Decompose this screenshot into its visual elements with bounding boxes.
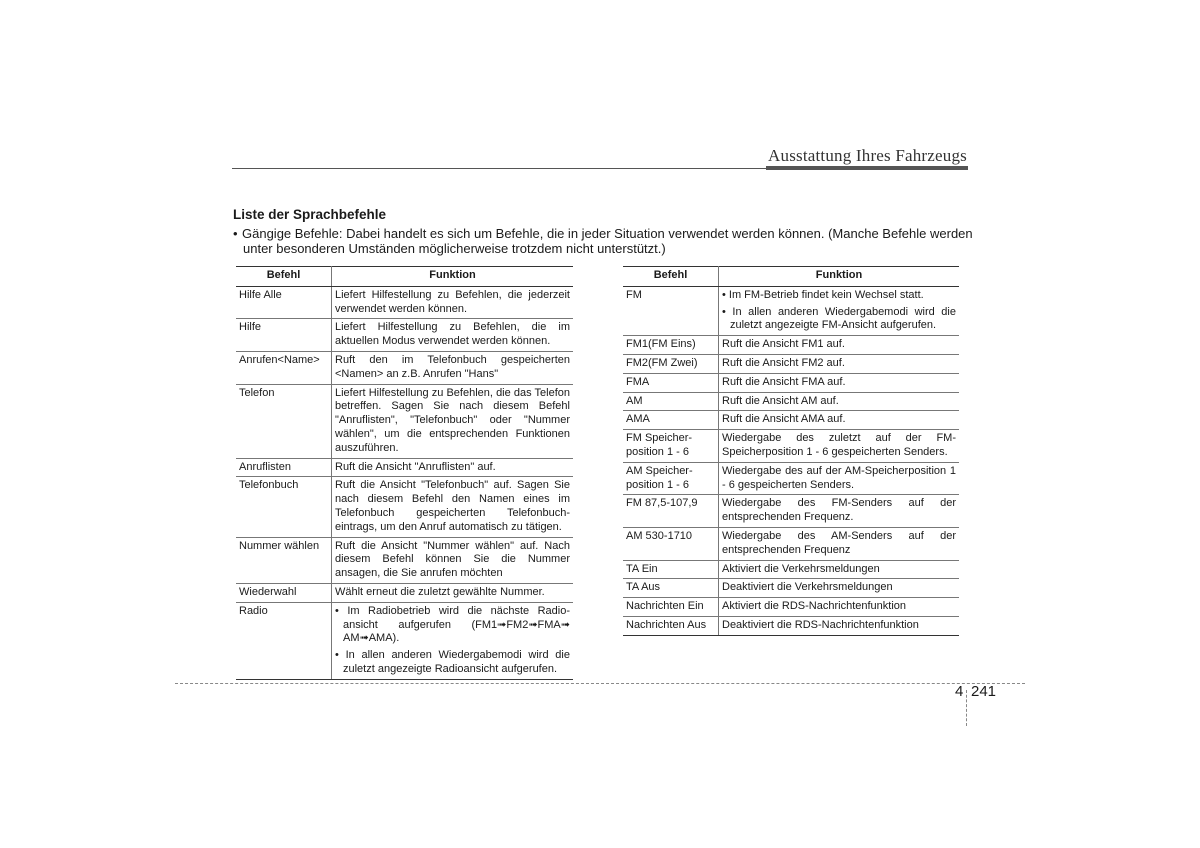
command-cell: TA Ein	[623, 560, 719, 579]
function-cell	[332, 286, 574, 319]
command-cell: AM Speicher-position 1 - 6	[623, 462, 719, 495]
function-text: Wählt erneut die zuletzt gewählte Nummer.	[335, 585, 545, 598]
function-text: Ruft die Ansicht FMA auf.	[722, 375, 846, 388]
function-cell	[719, 579, 960, 598]
function-text: • In allen anderen Wiedergabemodi wird die zuletzt angezeigte FM-Ansicht aufgerufen.	[722, 305, 956, 332]
table-row	[623, 373, 959, 392]
function-text: Ruft die Ansicht AMA auf.	[722, 413, 846, 426]
command-cell: AM	[623, 392, 719, 411]
section-title: Liste der Sprachbefehle	[233, 207, 387, 222]
command-cell: Telefonbuch	[236, 477, 332, 537]
command-cell: Anruflisten	[236, 458, 332, 477]
command-cell: Telefon	[236, 384, 332, 458]
table-header-row	[623, 267, 959, 287]
function-text: Ruft die Ansicht "Nummer wählen" auf. Nach diesem Befehl können Sie die Nummer ansagen, die Sie anrufen möchten	[335, 539, 570, 580]
function-text: Wiedergabe des AM-Senders auf der entsprechenden Frequenz	[722, 529, 956, 556]
page-number: 241	[971, 683, 997, 700]
function-text: Deaktiviert die RDS-Nachrichtenfunktion	[722, 618, 919, 631]
function-text: Liefert Hilfestellung zu Befehlen, die jederzeit verwendet werden können.	[335, 288, 570, 315]
command-cell: FM Speicher-position 1 - 6	[623, 430, 719, 463]
table-row	[236, 286, 573, 319]
function-cell	[719, 527, 960, 560]
function-cell	[719, 392, 960, 411]
table-row	[623, 495, 959, 528]
footer-rule	[175, 683, 1025, 684]
table-row	[623, 354, 959, 373]
function-cell	[719, 598, 960, 617]
table-row	[623, 286, 959, 335]
command-cell: Wiederwahl	[236, 583, 332, 602]
table-row	[236, 602, 573, 679]
function-text: Aktiviert die RDS-Nachrichtenfunktion	[722, 600, 907, 613]
function-text: Ruft die Ansicht AM auf.	[722, 394, 839, 407]
chapter-number: 4	[955, 683, 964, 700]
command-cell: Radio	[236, 602, 332, 679]
function-text: Wiedergabe des zuletzt auf der FM-Speicherposition 1 - 6 gespeicherten Senders.	[722, 432, 956, 458]
column-header-befehl: Befehl	[236, 267, 332, 287]
function-text: Ruft die Ansicht FM1 auf.	[722, 338, 845, 351]
command-cell: AM 530-1710	[623, 527, 719, 560]
function-text: Liefert Hilfestellung zu Befehlen, die im aktuellen Modus verwendet werden können.	[335, 321, 570, 348]
function-text: Ruft den im Telefonbuch gespeicherten <Namen> an z.B. Anrufen "Hans"	[335, 353, 570, 380]
function-text: Ruft die Ansicht "Anruflisten" auf.	[335, 460, 496, 473]
table-row	[236, 319, 573, 352]
command-cell: Hilfe Alle	[236, 286, 332, 319]
command-cell: Nachrichten Aus	[623, 616, 719, 635]
function-cell	[719, 462, 960, 495]
table-row	[623, 579, 959, 598]
table-row	[236, 583, 573, 602]
command-cell: FM1(FM Eins)	[623, 336, 719, 355]
command-cell: FM 87,5-107,9	[623, 495, 719, 528]
table-row	[236, 477, 573, 537]
command-cell: Hilfe	[236, 319, 332, 352]
command-cell: AMA	[623, 411, 719, 430]
table-row	[236, 458, 573, 477]
function-cell	[719, 495, 960, 528]
intro-line-2: unter besonderen Umständen möglicherweise trotzdem nicht unterstützt.)	[243, 241, 666, 256]
function-text: • In allen anderen Wiedergabemodi wird die zuletzt angezeigte Radioansicht aufgerufen.	[335, 649, 570, 675]
function-cell	[719, 354, 960, 373]
function-cell	[332, 458, 574, 477]
footer-divider	[966, 690, 967, 726]
table-row	[623, 462, 959, 495]
column-header-funktion: Funktion	[719, 267, 960, 287]
table-row	[236, 537, 573, 583]
table-row	[236, 384, 573, 458]
function-text: • Im Radiobetrieb wird die nächste Radio-ansicht aufgerufen (FM1➟FM2➟FMA➟ AM➟AMA).	[335, 604, 570, 645]
function-text: Aktiviert die Verkehrsmeldungen	[722, 562, 880, 575]
command-cell: FM	[623, 286, 719, 335]
function-cell	[332, 319, 574, 352]
intro-line-1: Gängige Befehle: Dabei handelt es sich um Befehle, die in jeder Situation verwendet werden können. (Manche Befehle werden	[242, 226, 973, 241]
function-text: Wiedergabe des auf der AM-Speicherposition 1 - 6 gespeicherten Senders.	[722, 464, 956, 491]
page-header-title: Ausstattung Ihres Fahrzeugs	[768, 146, 967, 165]
table-row	[623, 411, 959, 430]
table-row	[623, 616, 959, 635]
function-cell	[332, 537, 574, 583]
function-cell	[719, 616, 960, 635]
function-text: Wiedergabe des FM-Senders auf der entsprechenden Frequenz.	[722, 497, 956, 524]
intro-paragraph	[233, 226, 973, 256]
table-row	[623, 336, 959, 355]
function-cell	[719, 560, 960, 579]
command-cell: FMA	[623, 373, 719, 392]
column-header-funktion: Funktion	[332, 267, 574, 287]
table-row	[623, 598, 959, 617]
command-cell: TA Aus	[623, 579, 719, 598]
function-cell	[332, 477, 574, 537]
function-cell	[332, 351, 574, 384]
table-row	[623, 560, 959, 579]
table-row	[236, 351, 573, 384]
command-cell: Anrufen<Name>	[236, 351, 332, 384]
table-row	[623, 430, 959, 463]
function-cell	[332, 384, 574, 458]
function-text: Deaktiviert die Verkehrsmeldungen	[722, 581, 893, 594]
table-row	[623, 527, 959, 560]
function-text: • Im FM-Betrieb findet kein Wechsel statt.	[722, 288, 924, 301]
function-cell	[332, 602, 574, 679]
table-row	[623, 392, 959, 411]
command-cell: Nachrichten Ein	[623, 598, 719, 617]
function-text: Ruft die Ansicht FM2 auf.	[722, 356, 845, 369]
voice-commands-table-right	[623, 266, 959, 636]
function-cell	[719, 373, 960, 392]
function-cell	[719, 411, 960, 430]
function-cell	[332, 583, 574, 602]
voice-commands-table-left	[236, 266, 573, 680]
header-accent-bar	[766, 166, 968, 170]
function-cell	[719, 336, 960, 355]
table-header-row	[236, 267, 573, 287]
command-cell: FM2(FM Zwei)	[623, 354, 719, 373]
function-cell	[719, 430, 960, 463]
bullet: •	[233, 226, 238, 241]
function-text: Liefert Hilfestellung zu Befehlen, die das Telefon betreffen. Sagen Sie nach diesem Befehl "Anruflisten", "Telefonbuch" oder "Nummer wählen", um die entsprechenden Funktionen auszuführen.	[335, 386, 570, 454]
column-header-befehl: Befehl	[623, 267, 719, 287]
function-cell	[719, 286, 960, 335]
command-cell: Nummer wählen	[236, 537, 332, 583]
function-text: Ruft die Ansicht "Telefonbuch" auf. Sagen Sie nach diesem Befehl den Namen eines im Telefonbuch gespeicherten Telefonbuch-eintrags, um den Anruf automatisch zu tätigen.	[335, 479, 570, 533]
